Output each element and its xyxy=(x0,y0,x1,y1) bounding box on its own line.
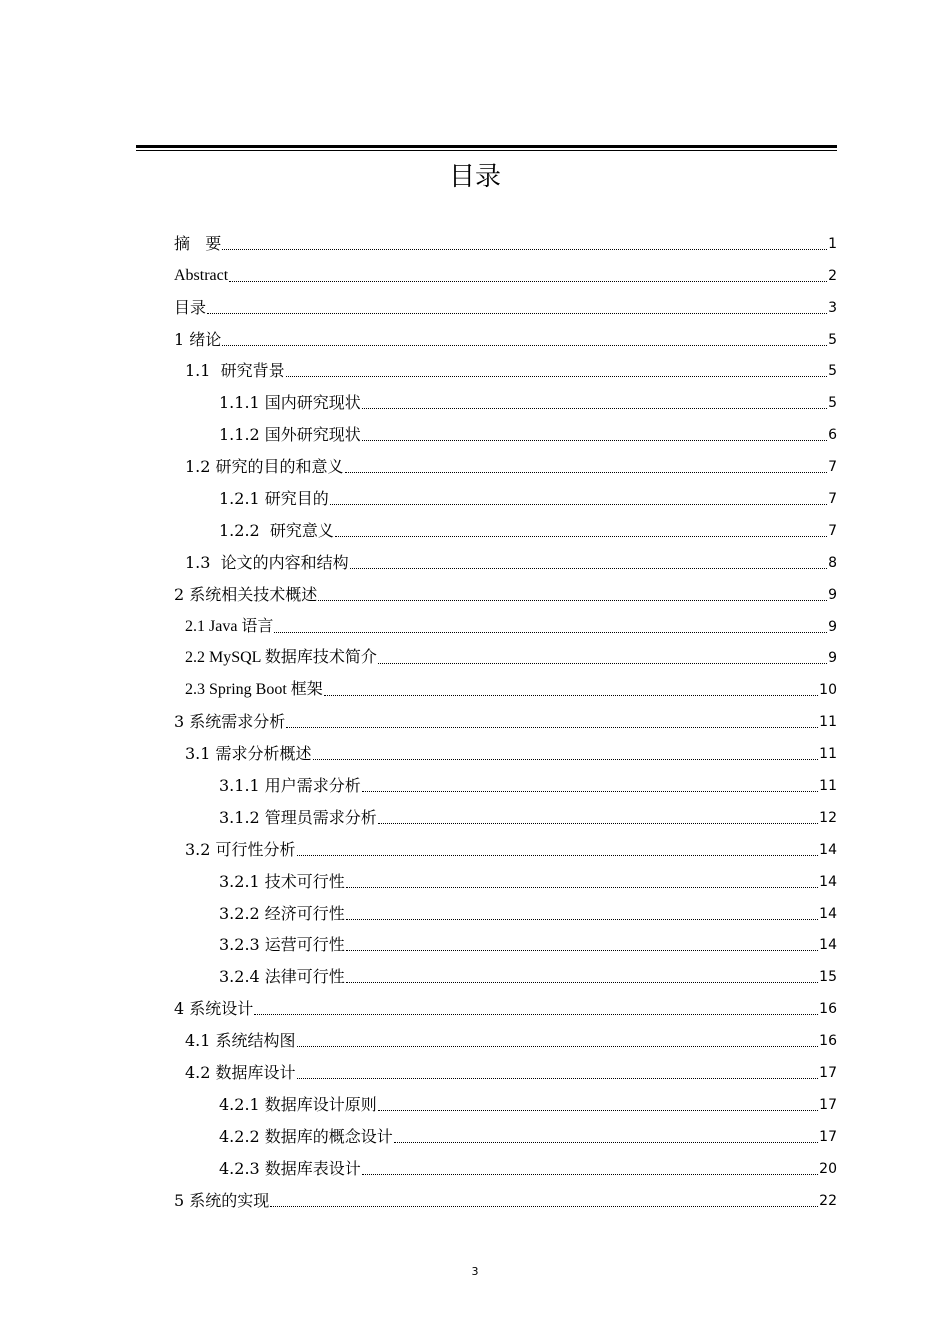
toc-entry-page: 5 xyxy=(828,331,837,348)
toc-entry-label: 3.1.1 用户需求分析 xyxy=(219,776,361,796)
toc-entry-page: 2 xyxy=(828,267,837,284)
toc-entry[interactable] xyxy=(174,573,837,605)
toc-entry[interactable] xyxy=(174,1115,837,1147)
toc-entry[interactable] xyxy=(174,413,837,445)
toc-entry-label: 4.2.3 数据库表设计 xyxy=(219,1158,361,1178)
toc-entry[interactable] xyxy=(174,796,837,828)
toc-entry-page: 17 xyxy=(819,1065,837,1082)
toc-entry-label: 1 绪论 xyxy=(174,329,222,349)
toc-entry-page: 22 xyxy=(819,1192,837,1209)
toc-dot-leader xyxy=(346,919,818,920)
toc-entry-page: 12 xyxy=(819,809,837,826)
toc-entry-label: 3.2.4 法律可行性 xyxy=(219,967,345,987)
toc-dot-leader xyxy=(345,472,828,473)
toc-entry-page: 9 xyxy=(828,618,837,635)
toc-entry-page: 7 xyxy=(828,522,837,539)
toc-entry[interactable] xyxy=(174,222,837,254)
toc-entry[interactable] xyxy=(174,700,837,732)
toc-entry[interactable] xyxy=(174,987,837,1019)
toc-entry-label: 4.2 数据库设计 xyxy=(185,1063,296,1083)
toc-entry-page: 11 xyxy=(819,778,837,795)
toc-entry-page: 9 xyxy=(828,586,837,603)
toc-entry-label: 摘 要 xyxy=(174,233,222,253)
toc-entry[interactable] xyxy=(174,1179,837,1211)
toc-entry[interactable] xyxy=(174,668,837,700)
toc-entry-label: 5 系统的实现 xyxy=(174,1190,270,1210)
toc-dot-leader xyxy=(286,376,827,377)
toc-dot-leader xyxy=(378,663,827,664)
toc-entry[interactable] xyxy=(174,605,837,637)
toc-dot-leader xyxy=(346,950,818,951)
toc-entry-page: 7 xyxy=(828,491,837,508)
toc-entry-label: 3.1.2 管理员需求分析 xyxy=(219,807,377,827)
toc-entry[interactable] xyxy=(174,318,837,350)
toc-entry[interactable] xyxy=(174,828,837,860)
toc-entry-page: 9 xyxy=(828,650,837,667)
toc-entry-label: 4.2.1 数据库设计原则 xyxy=(219,1094,377,1114)
toc-entry-page: 14 xyxy=(819,841,837,858)
header-rule-thick xyxy=(136,145,837,148)
toc-entry-label: 2.3 Spring Boot 框架 xyxy=(185,681,323,699)
toc-dot-leader xyxy=(362,408,827,409)
toc-entry-label: 1.3 论文的内容和结构 xyxy=(185,552,349,572)
toc-entry[interactable] xyxy=(174,509,837,541)
toc-dot-leader xyxy=(350,568,827,569)
toc-entry-page: 17 xyxy=(819,1096,837,1113)
toc-entry-label: 3.1 需求分析概述 xyxy=(185,744,312,764)
toc-dot-leader xyxy=(222,249,827,250)
toc-dot-leader xyxy=(297,1046,819,1047)
toc-entry-page: 14 xyxy=(819,905,837,922)
toc-entry[interactable] xyxy=(174,892,837,924)
toc-entry[interactable] xyxy=(174,764,837,796)
page-title: 目录 xyxy=(448,162,501,192)
toc-entry-page: 11 xyxy=(819,746,837,763)
toc-dot-leader xyxy=(362,1174,818,1175)
toc-entry[interactable] xyxy=(174,445,837,477)
toc-entry-page: 5 xyxy=(828,363,837,380)
toc-entry-label: 2 系统相关技术概述 xyxy=(174,584,318,604)
toc-entry-label: 1.1 研究背景 xyxy=(185,361,285,381)
toc-entry[interactable] xyxy=(174,381,837,413)
toc-entry-page: 3 xyxy=(828,299,837,316)
toc-entry-label: 1.2.1 研究目的 xyxy=(219,489,329,509)
toc-entry[interactable] xyxy=(174,860,837,892)
toc-entry-page: 15 xyxy=(819,969,837,986)
toc-entry-label: 3 系统需求分析 xyxy=(174,712,286,732)
toc-entry-page: 7 xyxy=(828,459,837,476)
toc-dot-leader xyxy=(378,823,818,824)
toc-dot-leader xyxy=(297,855,819,856)
toc-entry-label: 1.1.2 国外研究现状 xyxy=(219,425,361,445)
toc-entry-page: 16 xyxy=(819,1033,837,1050)
toc-entry[interactable] xyxy=(174,1051,837,1083)
toc-entry[interactable] xyxy=(174,955,837,987)
toc-dot-leader xyxy=(318,600,827,601)
page-number: 3 xyxy=(471,1265,479,1278)
toc-entry[interactable] xyxy=(174,477,837,509)
toc-entry-label: 目录 xyxy=(174,297,207,317)
toc-dot-leader xyxy=(286,727,818,728)
toc-entry-label: 1.2 研究的目的和意义 xyxy=(185,457,344,477)
toc-dot-leader xyxy=(274,632,827,633)
toc-entry[interactable] xyxy=(174,1147,837,1179)
toc-dot-leader xyxy=(207,313,827,314)
toc-dot-leader xyxy=(324,695,818,696)
toc-entry[interactable] xyxy=(174,1083,837,1115)
toc-entry-label: Abstract xyxy=(174,266,229,284)
toc-entry-page: 14 xyxy=(819,937,837,954)
toc-entry[interactable] xyxy=(174,541,837,573)
toc-entry[interactable] xyxy=(174,1019,837,1051)
toc-dot-leader xyxy=(222,345,827,346)
header-rule-thin xyxy=(136,150,837,151)
toc-dot-leader xyxy=(330,504,827,505)
toc-dot-leader xyxy=(297,1078,819,1079)
toc-entry[interactable] xyxy=(174,254,837,286)
toc-dot-leader xyxy=(229,281,827,282)
table-of-contents xyxy=(174,222,837,1211)
toc-entry-label: 3.2.1 技术可行性 xyxy=(219,871,345,891)
toc-entry[interactable] xyxy=(174,637,837,669)
toc-dot-leader xyxy=(394,1142,818,1143)
toc-dot-leader xyxy=(313,759,819,760)
toc-entry[interactable] xyxy=(174,732,837,764)
toc-entry-page: 5 xyxy=(828,395,837,412)
toc-entry-page: 11 xyxy=(819,714,837,731)
toc-entry-label: 3.2.3 运营可行性 xyxy=(219,935,345,955)
toc-entry-page: 10 xyxy=(819,682,837,699)
toc-entry-page: 16 xyxy=(819,1001,837,1018)
toc-entry-label: 3.2.2 经济可行性 xyxy=(219,903,345,923)
toc-entry-page: 8 xyxy=(828,554,837,571)
toc-dot-leader xyxy=(378,1110,818,1111)
toc-entry-label: 2.1 Java 语言 xyxy=(185,617,274,635)
toc-dot-leader xyxy=(270,1206,818,1207)
toc-entry-label: 4 系统设计 xyxy=(174,999,254,1019)
toc-entry-page: 20 xyxy=(819,1160,837,1177)
toc-entry-page: 6 xyxy=(828,427,837,444)
toc-entry-label: 1.2.2 研究意义 xyxy=(219,520,334,540)
toc-entry-page: 17 xyxy=(819,1128,837,1145)
toc-entry[interactable] xyxy=(174,350,837,382)
toc-dot-leader xyxy=(362,791,818,792)
toc-entry-label: 3.2 可行性分析 xyxy=(185,839,296,859)
toc-entry-label: 4.2.2 数据库的概念设计 xyxy=(219,1126,393,1146)
toc-entry[interactable] xyxy=(174,286,837,318)
toc-dot-leader xyxy=(362,440,827,441)
toc-dot-leader xyxy=(346,887,818,888)
toc-entry-label: 2.2 MySQL 数据库技术简介 xyxy=(185,649,377,667)
toc-entry-label: 1.1.1 国内研究现状 xyxy=(219,393,361,413)
toc-dot-leader xyxy=(335,536,827,537)
toc-entry-page: 14 xyxy=(819,873,837,890)
toc-dot-leader xyxy=(254,1014,818,1015)
toc-entry[interactable] xyxy=(174,924,837,956)
toc-entry-label: 4.1 系统结构图 xyxy=(185,1031,296,1051)
toc-dot-leader xyxy=(346,982,818,983)
toc-entry-page: 1 xyxy=(828,235,837,252)
